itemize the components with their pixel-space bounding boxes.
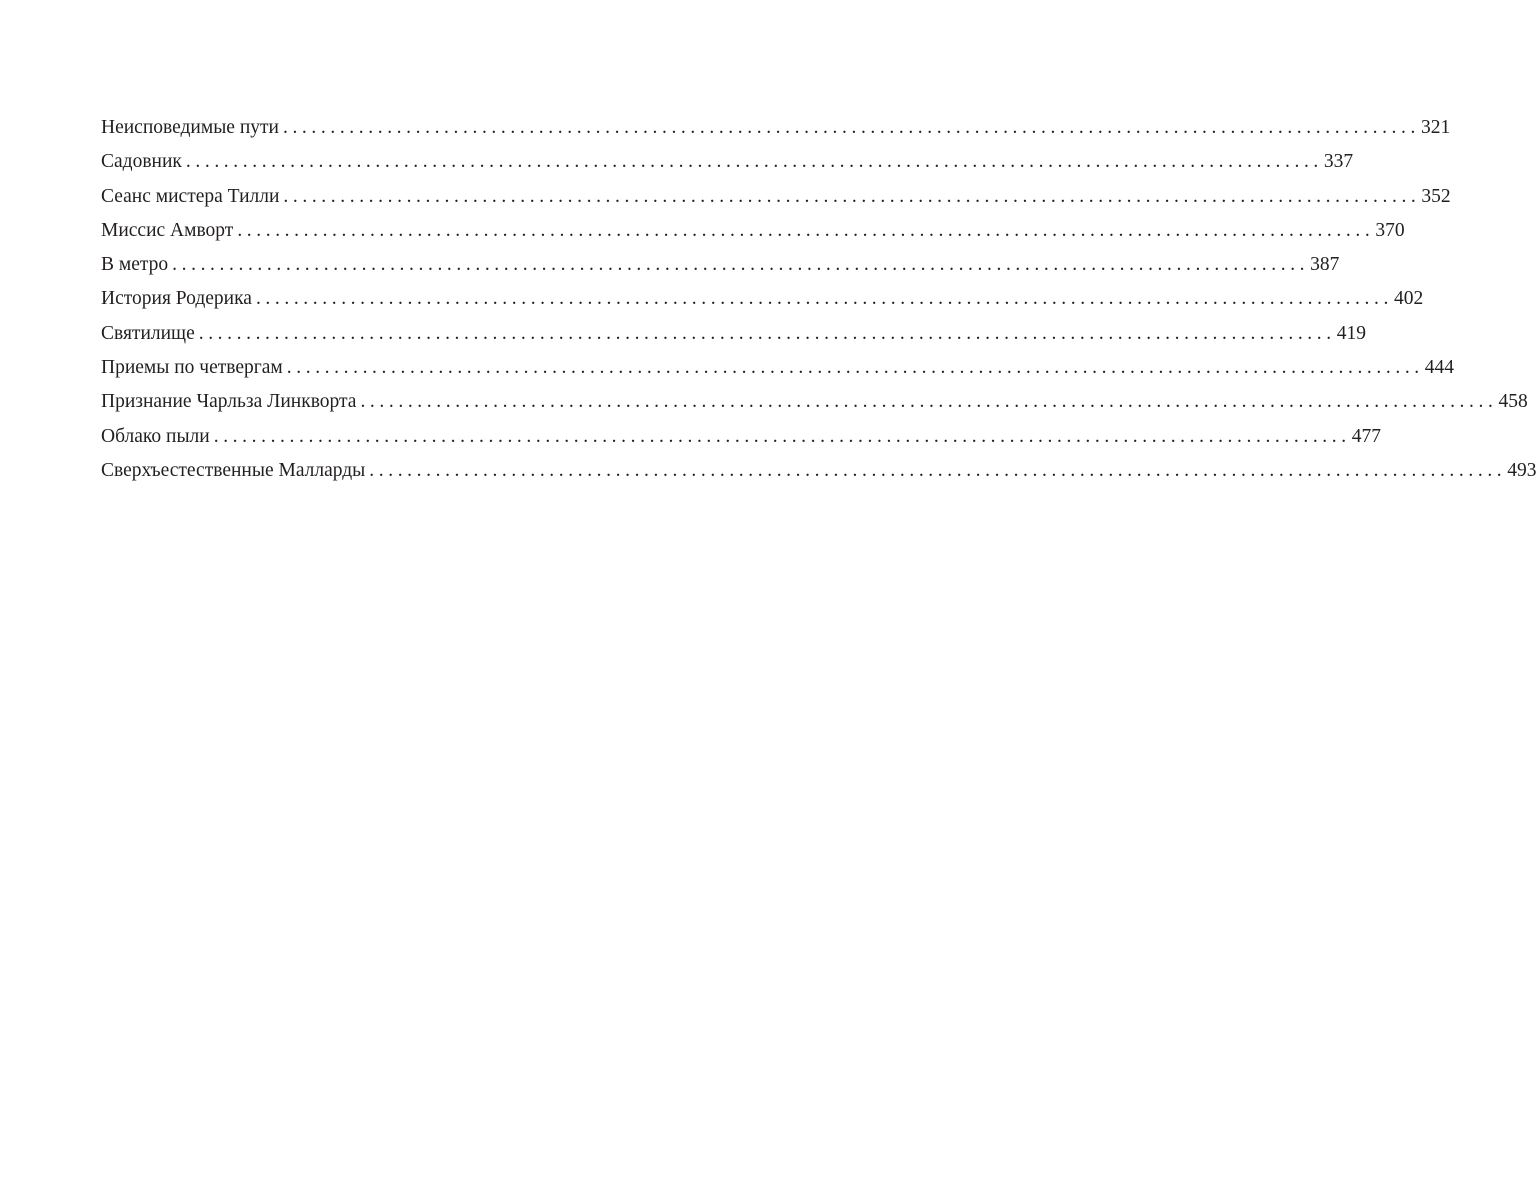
toc-entry[interactable]: [101, 214, 1405, 248]
toc-entry[interactable]: [101, 248, 1340, 282]
toc-entry-page: 477: [1351, 425, 1381, 447]
toc-entry[interactable]: [101, 351, 1455, 385]
toc-entry-page: 419: [1336, 322, 1366, 344]
toc-entry-page: 387: [1310, 254, 1340, 276]
toc-entry[interactable]: [101, 111, 1451, 145]
toc-entry[interactable]: [101, 282, 1424, 316]
toc-entry-title: Сверхъестественные Малларды: [101, 459, 366, 481]
toc-entry-page: 458: [1498, 391, 1528, 413]
toc-entry-page: 337: [1323, 151, 1354, 173]
toc-entry-title: Святилище: [101, 322, 195, 344]
toc-entry[interactable]: [101, 454, 1537, 488]
toc-dot-leader: ........................................................................................................................: [283, 185, 1421, 207]
toc-entry-page: 402: [1393, 288, 1424, 310]
toc-dot-leader: ........................................................................................................................: [172, 254, 1310, 276]
toc-dot-leader: ........................................................................................................................: [213, 425, 1351, 447]
toc-entry-title: Неисповедимые пути: [101, 117, 279, 138]
toc-entry-title: История Родерика: [101, 288, 252, 310]
toc-dot-leader: ........................................................................................................................: [286, 357, 1424, 379]
toc-entry-title: Признание Чарльза Линкворта: [101, 391, 357, 413]
toc-entry-title: Садовник: [101, 151, 182, 173]
toc-entry-page: 321: [1420, 117, 1451, 138]
toc-entry-page: 352: [1421, 185, 1451, 207]
toc-dot-leader: ........................................................................................................................: [185, 151, 1323, 173]
toc-entry[interactable]: [101, 385, 1528, 419]
toc-dot-leader: ........................................................................................................................: [198, 322, 1336, 344]
toc-dot-leader: ........................................................................................................................: [369, 459, 1507, 481]
toc-dot-leader: ........................................................................................................................: [282, 117, 1420, 138]
toc-entry-title: Миссис Амворт: [101, 219, 234, 241]
table-of-contents: [101, 111, 1537, 488]
toc-entry-page: 370: [1375, 219, 1405, 241]
toc-entry[interactable]: [101, 180, 1451, 214]
toc-entry-page: 493: [1507, 459, 1537, 481]
toc-entry-title: Приемы по четвергам: [101, 357, 283, 379]
toc-entry[interactable]: [101, 420, 1381, 454]
toc-dot-leader: ........................................................................................................................: [237, 219, 1375, 241]
toc-entry-page: 444: [1424, 357, 1455, 379]
toc-dot-leader: ........................................................................................................................: [255, 288, 1393, 310]
toc-entry[interactable]: [101, 317, 1366, 351]
toc-entry-title: Облако пыли: [101, 425, 210, 447]
toc-entry-title: В метро: [101, 254, 169, 276]
toc-entry-title: Сеанс мистера Тилли: [101, 185, 280, 207]
toc-dot-leader: ........................................................................................................................: [360, 391, 1498, 413]
toc-entry[interactable]: [101, 145, 1354, 179]
